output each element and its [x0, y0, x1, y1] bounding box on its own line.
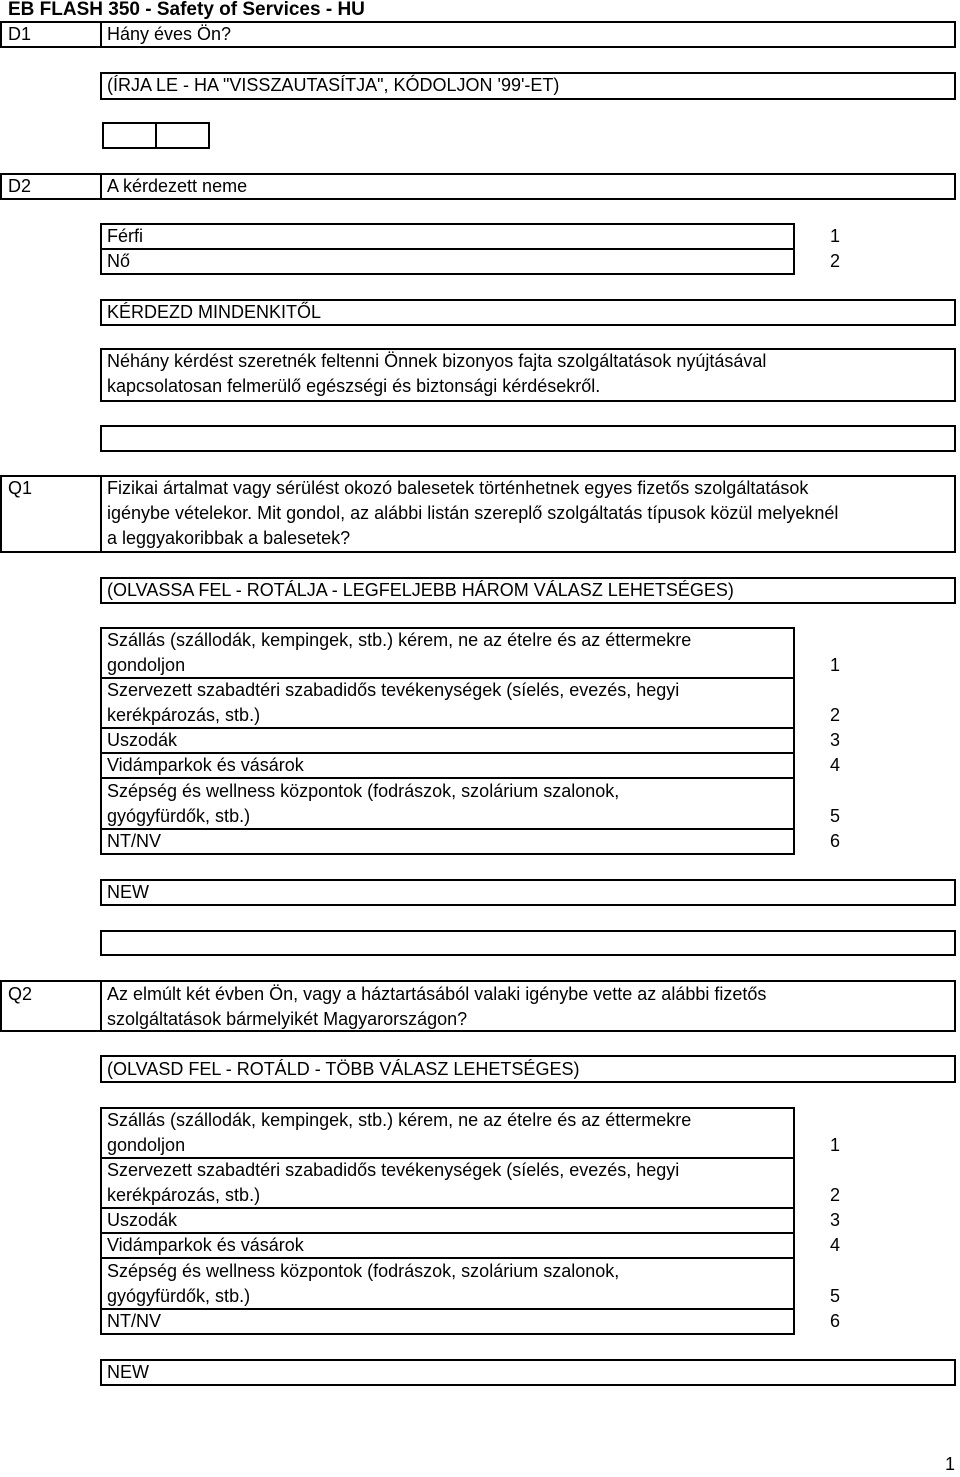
q1-option-beauty-code: 5: [829, 806, 840, 826]
q1-option-amusement-code: 4: [829, 755, 840, 775]
q2-option-amusement-code: 4: [829, 1235, 840, 1255]
document-title: EB FLASH 350 - Safety of Services - HU: [8, 0, 365, 20]
d1-code: D1: [8, 24, 32, 44]
q1-option-beauty-label: Szépség és wellness központok (fodrászok, szolárium szalonok, gyógyfürdők, stb.): [107, 781, 620, 826]
intro-text: Néhány kérdést szeretnék feltenni Önnek bizonyos fajta szolgáltatások nyújtásával kapcsolatosan felmerülő egészségi és biztonsági kérdésekről.: [107, 351, 767, 396]
q2-option-dk-code: 6: [829, 1311, 840, 1331]
age-digit-1-input[interactable]: [102, 122, 157, 149]
q2-option-dk-label: NT/NV: [107, 1311, 161, 1331]
q1-code: Q1: [8, 478, 33, 498]
d2-code: D2: [8, 176, 32, 196]
q2-divider: [100, 980, 102, 1032]
q2-option-dk[interactable]: [100, 1308, 795, 1335]
q2-option-pools[interactable]: [100, 1207, 795, 1234]
d2-option-female[interactable]: [100, 248, 795, 275]
q2-new-label: NEW: [107, 1362, 149, 1382]
q2-option-pools-code: 3: [829, 1210, 840, 1230]
q2-option-outdoor-label: Szervezett szabadtéri szabadidős tevékenységek (síelés, evezés, hegyi kerékpározás, stb.): [107, 1160, 680, 1205]
q1-divider: [100, 475, 102, 553]
q1-new-label: NEW: [107, 882, 149, 902]
d2-divider: [100, 173, 102, 200]
d1-divider: [100, 21, 102, 48]
q1-option-dk-code: 6: [829, 831, 840, 851]
q2-question: Az elmúlt két évben Ön, vagy a háztartásából valaki igénybe vette az alábbi fizetős szolgáltatások bármelyikét Magyarországon?: [107, 984, 767, 1029]
d2-question: A kérdezett neme: [107, 176, 248, 196]
q1-option-pools-code: 3: [829, 730, 840, 750]
d2-option-male-code: 1: [829, 226, 840, 246]
d2-option-female-code: 2: [829, 251, 840, 271]
q1-new-box: [100, 879, 956, 906]
intro-blank-box: [100, 425, 956, 452]
q1-option-pools[interactable]: [100, 727, 795, 754]
page-number: 1: [945, 1454, 956, 1474]
q2-option-beauty-label: Szépség és wellness központok (fodrászok, szolárium szalonok, gyógyfürdők, stb.): [107, 1261, 620, 1306]
q2-option-accommodation-code: 1: [829, 1135, 840, 1155]
q2-option-beauty-code: 5: [829, 1286, 840, 1306]
q2-code: Q2: [8, 984, 33, 1004]
q1-option-dk-label: NT/NV: [107, 831, 161, 851]
q2-option-accommodation-label: Szállás (szállodák, kempingek, stb.) kérem, ne az ételre és az éttermekre gondoljon: [107, 1110, 692, 1155]
q1-option-amusement-label: Vidámparkok és vásárok: [107, 755, 304, 775]
q1-option-outdoor-code: 2: [829, 705, 840, 725]
q1-option-dk[interactable]: [100, 828, 795, 855]
q1-blank-box: [100, 930, 956, 956]
d1-question: Hány éves Ön?: [107, 24, 232, 44]
q2-instruction: (OLVASD FEL - ROTÁLD - TÖBB VÁLASZ LEHETSÉGES): [107, 1059, 580, 1079]
q2-new-box: [100, 1359, 956, 1386]
q1-instruction: (OLVASSA FEL - ROTÁLJA - LEGFELJEBB HÁROM VÁLASZ LEHETSÉGES): [107, 580, 734, 600]
q1-option-accommodation-code: 1: [829, 655, 840, 675]
d1-instruction: (ÍRJA LE - HA "VISSZAUTASÍTJA", KÓDOLJON '99'-ET): [107, 75, 560, 95]
q1-option-outdoor-label: Szervezett szabadtéri szabadidős tevékenységek (síelés, evezés, hegyi kerékpározás, stb.): [107, 680, 680, 725]
q1-option-pools-label: Uszodák: [107, 730, 178, 750]
q1-question: Fizikai ártalmat vagy sérülést okozó balesetek történhetnek egyes fizetős szolgáltatások igénybe vételekor. Mit gondol, az alábbi listán szereplő szolgáltatás típusok közül melyeknél a leggyakoribbak a balesetek?: [107, 478, 839, 548]
age-digit-2-input[interactable]: [155, 122, 210, 149]
d2-option-male[interactable]: [100, 223, 795, 250]
intro-heading: KÉRDEZD MINDENKITŐL: [107, 302, 322, 322]
q2-option-amusement-label: Vidámparkok és vásárok: [107, 1235, 304, 1255]
q2-option-pools-label: Uszodák: [107, 1210, 178, 1230]
d2-option-male-label: Férfi: [107, 226, 143, 246]
q1-option-accommodation-label: Szállás (szállodák, kempingek, stb.) kérem, ne az ételre és az éttermekre gondoljon: [107, 630, 692, 675]
d2-option-female-label: Nő: [107, 251, 131, 271]
q2-option-outdoor-code: 2: [829, 1185, 840, 1205]
